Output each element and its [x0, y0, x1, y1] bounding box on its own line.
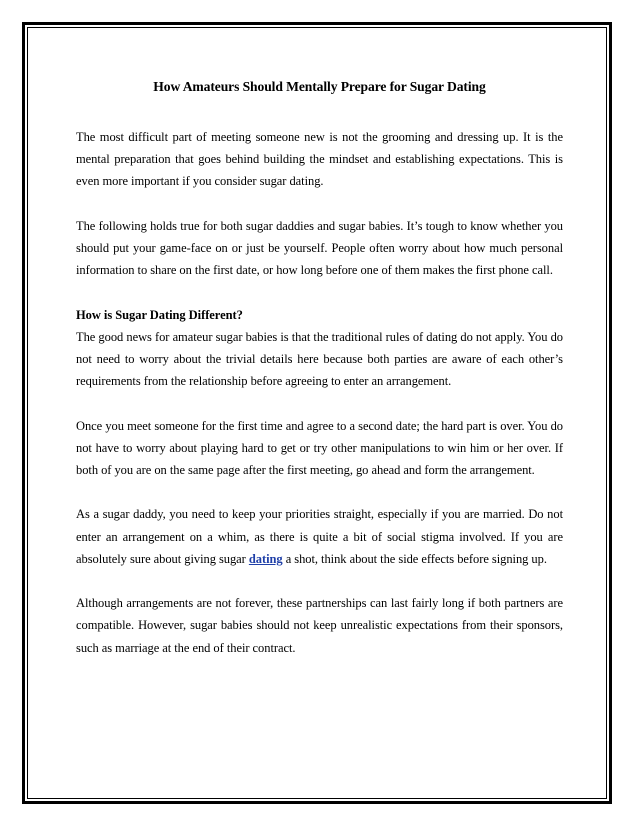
document-body	[76, 74, 563, 681]
paragraph-sugar-daddy-text-b: a shot, think about the side effects before signing up.	[282, 551, 547, 566]
paragraph-good-news: The good news for amateur sugar babies is that the traditional rules of dating do not apply. You do not need to worry about the trivial details here because both parties are aware of each other’s requirements from the relationship before agreeing to enter an arrangement.	[76, 329, 563, 389]
dating-link[interactable]: dating	[248, 551, 283, 566]
paragraph-sugar-daddy	[76, 503, 563, 570]
document-title: How Amateurs Should Mentally Prepare for Sugar Dating	[153, 79, 486, 94]
section-block	[76, 304, 563, 393]
paragraph-although: Although arrangements are not forever, these partnerships can last fairly long if both partners are compatible. However, sugar babies should not keep unrealistic expectations from their sponsors, such as marriage at the end of their contract.	[76, 596, 563, 655]
paragraph-sugar-daddy-text-a: As a sugar daddy, you need to keep your priorities straight, especially if you are married. Do not enter an arrangement on a whim, as there is quite a bit of social stigma involved. If you are absolutely sure about giving sugar	[76, 507, 563, 566]
paragraph-following: The following holds true for both sugar daddies and sugar babies. It’s tough to know whether you should put your game-face on or just be yourself. People often worry about how much personal information to share on the first date, or how long before one of them makes the first phone call.	[76, 218, 563, 278]
paragraph-intro: The most difficult part of meeting someone new is not the grooming and dressing up. It is the mental preparation that goes behind building the mindset and establishing expectations. This is even more important if you consider sugar dating.	[76, 130, 563, 189]
paragraph-once-you-meet: Once you meet someone for the first time and agree to a second date; the hard part is over. You do not have to worry about playing hard to get or try other manipulations to win him or her over. If both of you are on the same page after the first meeting, go ahead and form the arrangement.	[76, 418, 563, 477]
section-heading: How is Sugar Dating Different?	[76, 307, 243, 322]
